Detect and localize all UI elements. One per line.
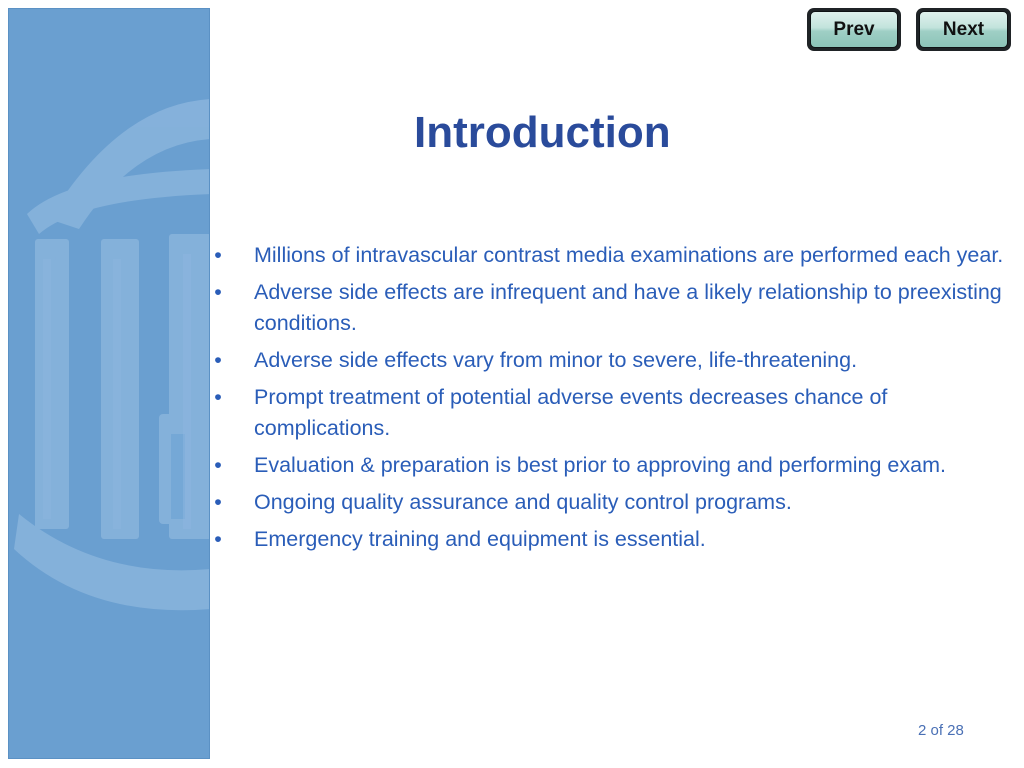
bullet-marker: • — [214, 243, 222, 267]
bullet-marker: • — [214, 385, 222, 409]
bullet-text: Millions of intravascular contrast media examinations are performed each year. — [254, 243, 1004, 267]
bullet-marker: • — [214, 527, 222, 551]
page-counter: 2 of 28 — [918, 722, 964, 739]
bullet-item — [212, 487, 1018, 518]
bullet-item — [212, 277, 1018, 339]
old-well-watermark-icon — [9, 9, 210, 759]
prev-button-label: Prev — [833, 18, 875, 40]
bullet-list — [212, 240, 1018, 561]
bullet-item — [212, 345, 1018, 376]
bullet-item — [212, 524, 1018, 555]
prev-button[interactable] — [807, 8, 901, 51]
bullet-text: Ongoing quality assurance and quality control programs. — [254, 490, 792, 514]
bullet-item — [212, 382, 1018, 444]
bullet-marker: • — [214, 453, 222, 477]
next-button[interactable] — [916, 8, 1011, 51]
bullet-text: Prompt treatment of potential adverse events decreases chance of complications. — [254, 385, 888, 440]
bullet-marker: • — [214, 348, 222, 372]
bullet-text: Adverse side effects vary from minor to severe, life-threatening. — [254, 348, 858, 372]
next-button-face[interactable] — [919, 11, 1008, 48]
slide-title: Introduction — [414, 108, 671, 157]
bullet-item — [212, 240, 1018, 271]
bullet-marker: • — [214, 490, 222, 514]
bullet-item — [212, 450, 1018, 481]
bullet-text: Emergency training and equipment is essential. — [254, 527, 706, 551]
bullet-text: Evaluation & preparation is best prior to approving and performing exam. — [254, 453, 946, 477]
bullet-marker: • — [214, 280, 222, 304]
next-button-label: Next — [942, 18, 985, 40]
sidebar-panel — [8, 8, 210, 759]
prev-button-face[interactable] — [810, 11, 898, 48]
bullet-text: Adverse side effects are infrequent and have a likely relationship to preexisting conditions. — [254, 280, 1002, 335]
